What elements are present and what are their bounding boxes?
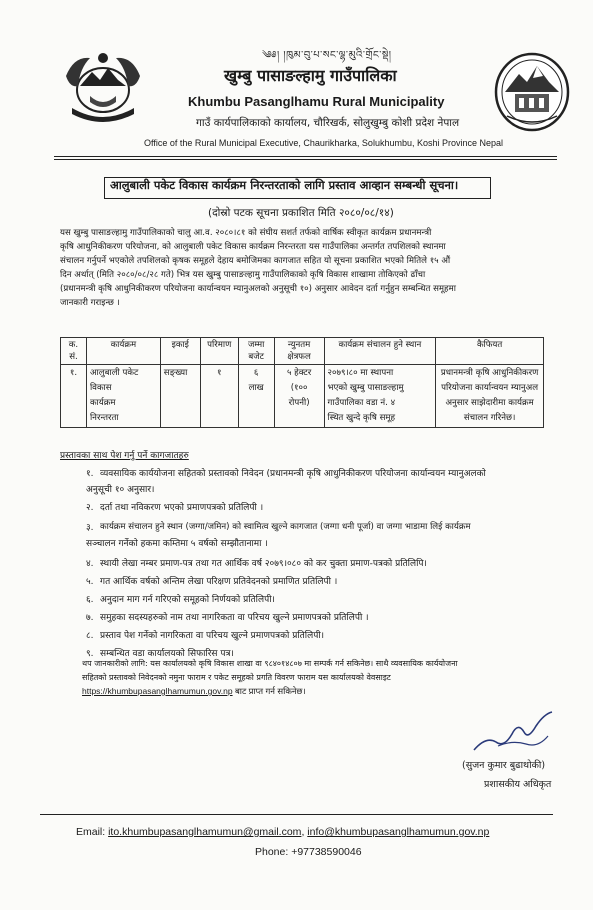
header-remarks: कैफियत <box>436 338 544 365</box>
table-row <box>61 365 544 428</box>
doc-item-text: सम्बन्धित वडा कार्यालयको सिफारिस पत्र। <box>100 649 234 659</box>
doc-item-number: ७. <box>86 613 94 623</box>
email-link-primary[interactable]: ito.khumbupasanglhamumun@gmail.com <box>108 826 302 838</box>
doc-item-text: दर्ता तथा नविकरण भएको प्रमाणपत्रको प्रतिलिपी । <box>100 503 264 513</box>
contact-note-line: सहितको प्रस्तावको निवेदनको नमुना फाराम र पकेट समूहको प्रगति विवरण फाराम यस कार्यालयको वेवसाइट <box>82 673 391 682</box>
doc-item-text: समुहका सदस्यहरुको नाम तथा नागरिकता वा परिचय खुल्ने प्रमाणपत्रको प्रतिलिपी । <box>100 613 369 623</box>
doc-item-number: ९. <box>86 649 94 659</box>
intro-line: यस खुम्बु पासाङल्हामु गाउँपालिकाको चालु आ.व. २०८०।८१ को संघीय सशर्त तर्फको वार्षिक स्वीकृत कार्यक्रम प्रधानमन्त्री <box>60 228 432 238</box>
doc-item-text: प्रस्ताव पेश गर्नेको नागरिकता वा परिचय खुल्ने प्रमाणपत्रको प्रतिलिपी। <box>100 631 325 641</box>
municipality-name-nepali: खुम्बु पासाङल्हामु गाउँपालिका <box>224 66 397 85</box>
website-line: https://khumbupasanglhamumun.gov.np बाट प्राप्त गर्न सकिनेछ। <box>82 686 306 696</box>
header-sn: क. सं. <box>61 338 87 365</box>
header-location: कार्यक्रम संचालन हुने स्थान <box>324 338 436 365</box>
doc-item-text: कार्यक्रम संचालन हुने स्थान (जग्गा/जमिन) को स्वामित्व खुल्ने कागजात (जग्गा धनी पूर्जा) वा जग्गा भाडामा लिई कार्यक्रम <box>100 522 471 532</box>
doc-item-text: व्यवसायिक कार्ययोजना सहितको प्रस्तावको निवेदन (प्रधानमन्त्री कृषि आधुनिकीकरण परियोजना कार्यान्वयन म्यानुअलको <box>100 469 486 479</box>
header-budget: जम्मा बजेट <box>238 338 274 365</box>
doc-item-number: ८. <box>86 631 94 641</box>
doc-item-text: अनुदान माग गर्न गरिएको समूहको निर्णयको प्रतिलिपी। <box>100 595 275 605</box>
cell-location: २०७९।८० मा स्थापना भएको खुम्बु पासाङल्हामु गाउँपालिका वडा नं. ४ स्थित खुन्दे कृषि समूह <box>324 365 436 428</box>
header-program: कार्यक्रम <box>86 338 160 365</box>
email-link-secondary[interactable]: info@khumbupasanglhamumun.gov.np <box>307 826 490 838</box>
doc-item-number: ३. <box>86 523 94 533</box>
tibetan-title: ༄༅། །ཁུམ་བུ་པ་སང་ལྷ་མུའི་གྲོང་སྡེ། <box>262 50 392 61</box>
intro-line: दिन अर्थात् (मिति २०८०/०८/२८ गते) भित्र यस खुम्बु पासाङल्हामु गाउँपालिकाको कृषि विकास शाखामा तोकिएको ढाँचा <box>60 270 426 280</box>
nepal-emblem-icon <box>60 46 146 124</box>
handwritten-signature <box>468 706 558 758</box>
intro-line: जानकारी गराइन्छ । <box>60 298 120 308</box>
intro-line: कृषि आधुनिकीकरण परियोजना, को आलुबाली पकेट विकास कार्यक्रम निरन्तरता यस गाउँपालिका अन्तर्गत तपशिलको स्थानमा <box>60 242 446 252</box>
intro-line: (प्रधानमन्त्री कृषि आधुनिकीकरण परियोजना कार्यान्वयन म्यानुअलको अनुसूची १०) अनुसार आवेदन दर्ता गर्नुहुन सम्बन्धित समूहमा <box>60 284 456 294</box>
header-divider <box>54 156 557 157</box>
footer-divider <box>40 814 553 815</box>
cell-area: ५ हेक्टर (१०० रोपनी) <box>274 365 324 428</box>
cell-budget: ६ लाख <box>238 365 274 428</box>
header-divider-secondary <box>54 159 557 160</box>
publish-date: (दोस्रो पटक सूचना प्रकाशित मिति २०८०/०८/१४) <box>208 207 394 219</box>
office-address-nepali: गाउँ कार्यपालिकाको कार्यालय, चौरिखर्क, सोलुखुम्बु कोशी प्रदेश नेपाल <box>196 117 460 129</box>
header-area: न्युनतम क्षेत्रफल <box>274 338 324 365</box>
cell-remarks: प्रधानमन्त्री कृषि आधुनिकीकरण परियोजना कार्यान्वयन म्यानुअल अनुसार साझेदारीमा कार्यक्रम संचालन गरिनेछ। <box>436 365 544 428</box>
doc-item-number: २. <box>86 503 94 513</box>
office-address-english: Office of the Rural Municipal Executive, Chaurikharka, Solukhumbu, Koshi Province Nepal <box>144 138 504 148</box>
notice-title: आलुबाली पकेट विकास कार्यक्रम निरन्तरताको लागि प्रस्ताव आव्हान सम्बन्धी सूचना। <box>110 178 459 192</box>
municipality-logo-icon <box>493 52 571 138</box>
header-quantity: परिमाण <box>200 338 238 365</box>
documents-heading: प्रस्तावका साथ पेश गर्नु पर्ने कागजातहरु <box>60 451 189 461</box>
cell-unit: सङ्ख्या <box>160 365 200 428</box>
municipality-name-english: Khumbu Pasanglhamu Rural Municipality <box>188 94 445 109</box>
contact-note-line: थप जानकारीको लागि: यस कार्यालयको कृषि विकास शाखा वा ९८४०१४८०७ मा सम्पर्क गर्न सकिनेछ। साथै व्यवसायिक कार्ययोजना <box>82 659 458 668</box>
header-unit: इकाई <box>160 338 200 365</box>
footer-phone: Phone: +97738590046 <box>255 846 362 858</box>
doc-item-number: १. <box>86 469 94 479</box>
cell-program: आलुबाली पकेट विकास कार्यक्रम निरन्तरता <box>86 365 160 428</box>
doc-item-number: ४. <box>86 559 94 569</box>
intro-line: संचालन गर्नुपर्ने भएकोले तपशिलको कृषक समूहले देहाय बमोजिमका कागजात सहित यो सूचना प्रकाशित भएको मितिले १५ औं <box>60 256 451 266</box>
table-header-row <box>61 338 544 365</box>
doc-item-text: स्थायी लेखा नम्बर प्रमाण-पत्र तथा गत आर्थिक वर्ष २०७९।०८० को कर चुक्ता प्रमाण-पत्रको प्रतिलिपि। <box>100 559 427 569</box>
footer-email: Email: ito.khumbupasanglhamumun@gmail.com, info@khumbupasanglhamumun.gov.np <box>76 826 490 838</box>
signer-title: प्रशासकीय अधिकृत <box>484 779 552 790</box>
website-link[interactable]: https://khumbupasanglhamumun.gov.np <box>82 686 233 696</box>
cell-sn: १. <box>61 365 87 428</box>
doc-item-text: गत आर्थिक वर्षको अन्तिम लेखा परिक्षण प्रतिवेदनको प्रमाणित प्रतिलिपी । <box>100 577 338 587</box>
doc-item-text: सञ्चालन गर्नेको हकमा कम्तिमा ५ वर्षको सम्झौतानामा । <box>86 539 268 549</box>
doc-item-number: ५. <box>86 577 94 587</box>
doc-item-text: अनुसूची १० अनुसार। <box>86 485 155 495</box>
program-table <box>60 337 544 428</box>
signer-name: (सुजन कुमार बुढाथोकी) <box>462 760 546 771</box>
doc-item-number: ६. <box>86 595 94 605</box>
cell-quantity: १ <box>200 365 238 428</box>
